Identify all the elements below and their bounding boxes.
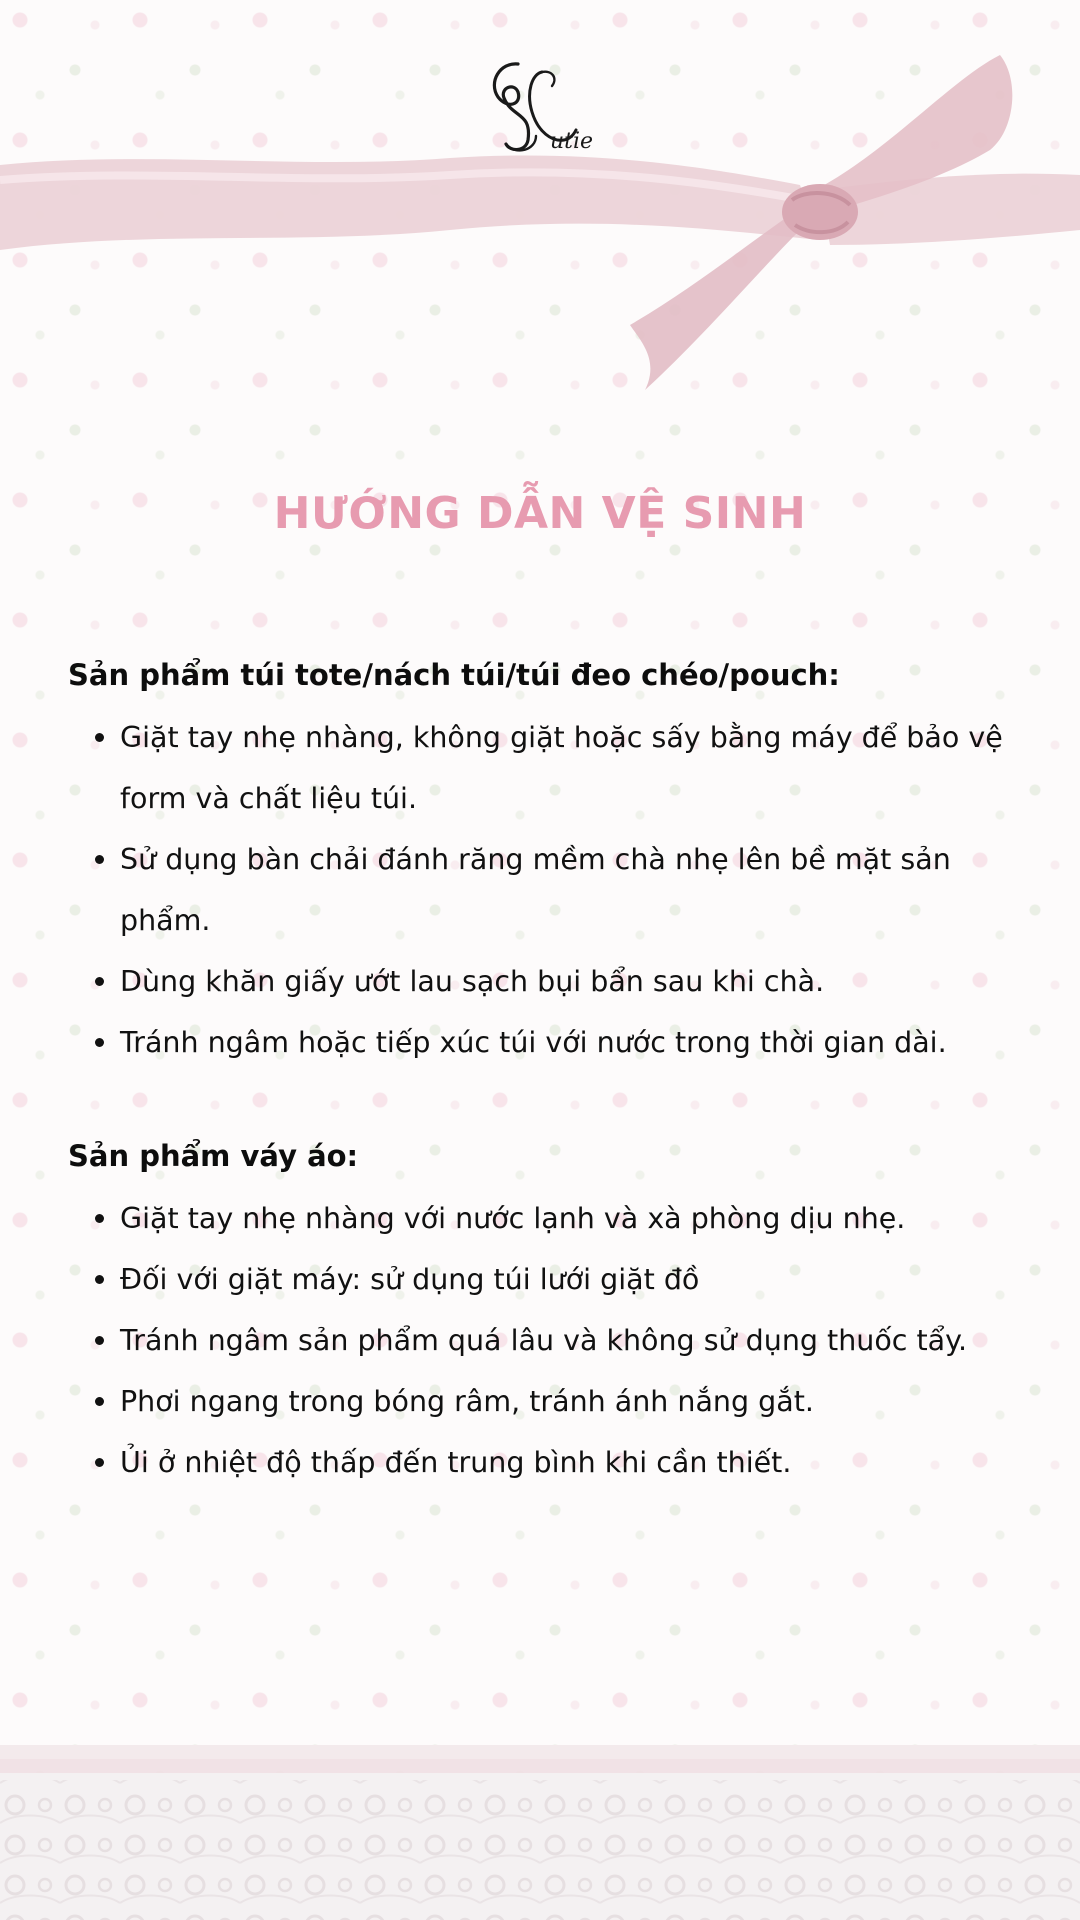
section-bags: [68, 650, 1028, 1073]
list-item: Sử dụng bàn chải đánh răng mềm chà nhẹ lên bề mặt sản phẩm.: [68, 829, 1028, 951]
list-item: Dùng khăn giấy ướt lau sạch bụi bẩn sau khi chà.: [68, 951, 1028, 1012]
page-title: HƯỚNG DẪN VỆ SINH: [273, 488, 807, 539]
list-item: Giặt tay nhẹ nhàng với nước lạnh và xà phòng dịu nhẹ.: [68, 1188, 1028, 1249]
list-item: Ủi ở nhiệt độ thấp đến trung bình khi cần thiết.: [68, 1432, 1028, 1493]
list-item: Giặt tay nhẹ nhàng, không giặt hoặc sấy bằng máy để bảo vệ form và chất liệu túi.: [68, 707, 1028, 829]
section-clothing: [68, 1131, 1028, 1493]
care-instructions: [68, 650, 1028, 1493]
list-item: Tránh ngâm hoặc tiếp xúc túi với nước trong thời gian dài.: [68, 1012, 1028, 1073]
list-item: Tránh ngâm sản phẩm quá lâu và không sử dụng thuốc tẩy.: [68, 1310, 1028, 1371]
section-heading: Sản phẩm túi tote/nách túi/túi đeo chéo/pouch:: [68, 658, 840, 692]
list-item: Đối với giặt máy: sử dụng túi lưới giặt đồ: [68, 1249, 1028, 1310]
instruction-list: [68, 707, 1028, 1073]
lace-border-decoration: [0, 1745, 1080, 1920]
list-item: Phơi ngang trong bóng râm, tránh ánh nắng gắt.: [68, 1371, 1028, 1432]
instruction-list: [68, 1188, 1028, 1493]
section-heading: Sản phẩm váy áo:: [68, 1139, 359, 1173]
svg-text:utie: utie: [550, 129, 594, 154]
brand-logo: [470, 52, 610, 162]
